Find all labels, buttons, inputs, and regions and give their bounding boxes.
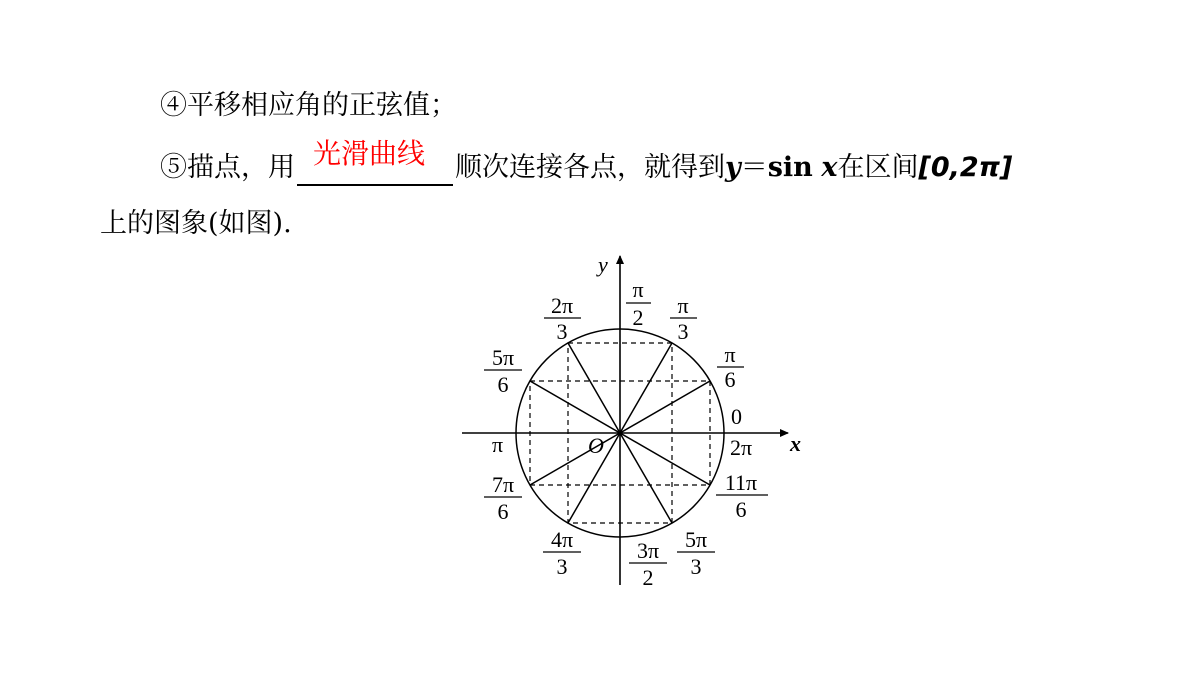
interval: [0,2π] xyxy=(918,152,1013,183)
angle-2pi-3-den: 3 xyxy=(556,319,568,344)
angle-pi-6-num: π xyxy=(724,342,736,367)
angle-4pi-3-den: 3 xyxy=(556,554,568,579)
angle-2pi-3-num: 2π xyxy=(550,293,574,318)
angle-3pi-2 xyxy=(629,538,667,590)
origin-label: O xyxy=(588,433,604,458)
step-5-middle: 顺次连接各点，就得到 xyxy=(455,152,725,183)
angle-pi-3 xyxy=(670,293,697,344)
angle-5pi-6-num: 5π xyxy=(491,345,515,370)
angle-3pi-2-num: 3π xyxy=(636,538,660,563)
var-y: y xyxy=(725,152,741,183)
angle-5pi-3-num: 5π xyxy=(684,527,708,552)
step-5-end: 上的图象(如图). xyxy=(100,208,292,239)
angle-5pi-3 xyxy=(677,527,715,579)
angle-5pi-6 xyxy=(484,345,522,397)
angle-pi-6-den: 6 xyxy=(724,367,736,392)
step-5-after: 在区间 xyxy=(837,152,919,183)
blank-answer: 光滑曲线 xyxy=(313,137,426,170)
step-5-prefix: ⑤描点，用 xyxy=(160,152,295,183)
label-2pi: 2π xyxy=(730,435,753,460)
angle-7pi-6-num: 7π xyxy=(491,472,515,497)
angle-11pi-6-den: 6 xyxy=(735,497,747,522)
label-zero: 0 xyxy=(731,404,742,429)
x-axis-label: x xyxy=(790,431,801,456)
sin-word: sin xyxy=(767,152,813,183)
angle-pi-2 xyxy=(626,277,651,330)
label-pi: π xyxy=(492,432,504,457)
angle-pi-3-num: π xyxy=(677,293,689,318)
angle-11pi-6-num: 11π xyxy=(724,470,758,495)
var-x: x xyxy=(821,152,838,183)
angle-4pi-3-num: 4π xyxy=(550,527,574,552)
step-4-label: ④平移相应角的正弦值； xyxy=(160,90,457,121)
angle-11pi-6 xyxy=(716,470,768,522)
angle-5pi-6-den: 6 xyxy=(497,372,509,397)
angle-5pi-3-den: 3 xyxy=(690,554,702,579)
angle-4pi-3 xyxy=(543,527,581,579)
angle-7pi-6-den: 6 xyxy=(497,499,509,524)
angle-2pi-3 xyxy=(544,293,581,344)
angle-pi-2-num: π xyxy=(632,277,644,302)
angle-3pi-2-den: 2 xyxy=(642,565,654,590)
equals-sign: ＝ xyxy=(740,152,768,183)
angle-7pi-6 xyxy=(484,472,522,524)
angle-pi-6 xyxy=(717,342,744,392)
y-axis-label: y xyxy=(598,252,608,277)
angle-pi-2-den: 2 xyxy=(632,305,644,330)
angle-pi-3-den: 3 xyxy=(677,319,689,344)
